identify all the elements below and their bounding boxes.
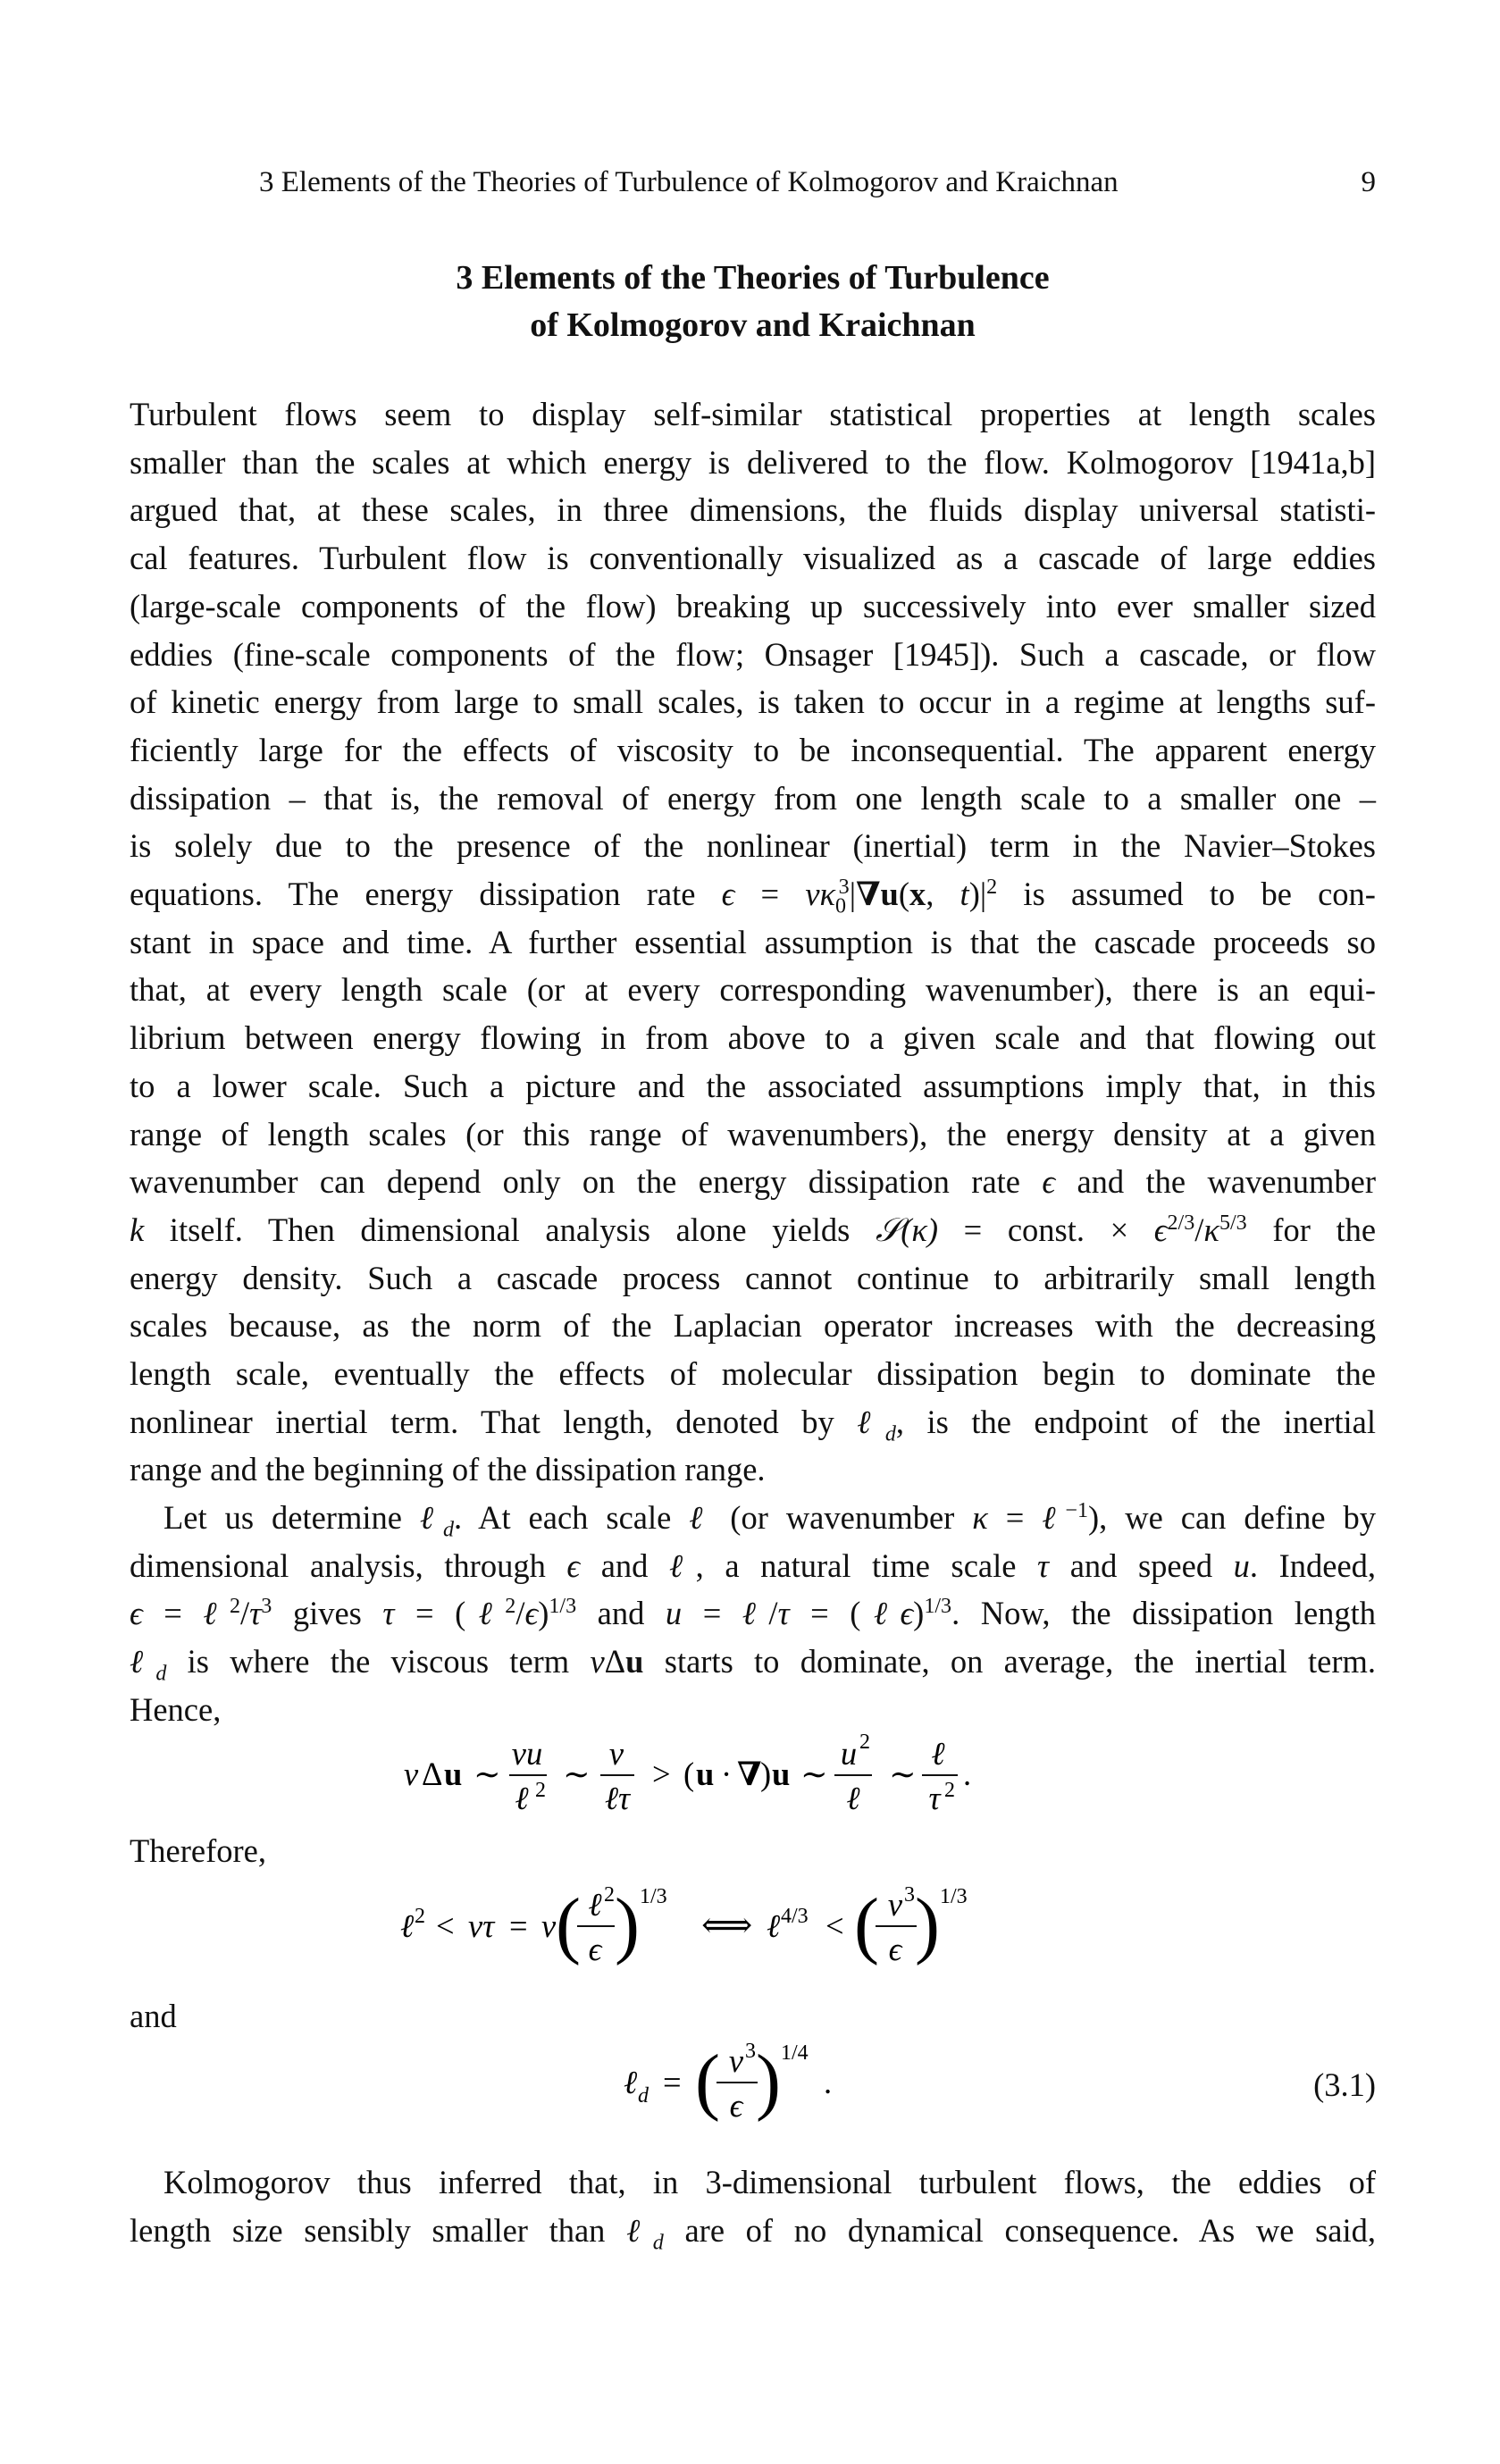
paragraph-3 — [130, 2158, 1376, 2254]
p2-line — [130, 1638, 1376, 1686]
svg-text:2: 2 — [604, 1883, 615, 1907]
svg-text:u: u — [840, 1735, 858, 1772]
svg-text:): ) — [756, 2040, 781, 2123]
svg-text:=: = — [663, 2064, 682, 2100]
svg-text:ν: ν — [404, 1756, 419, 1792]
p2-text: starts to dominate, on average, the inertial term. — [664, 1643, 1377, 1680]
svg-text:2: 2 — [944, 1779, 955, 1802]
p1-line — [130, 1158, 1376, 1206]
p1-line: dissipation – that is, the removal of energy from one length scale to a smaller one – — [130, 779, 1376, 817]
and-label: and — [130, 1998, 177, 2034]
svg-text:τ: τ — [928, 1780, 941, 1816]
p2-text: and — [600, 1546, 649, 1584]
epsilon-def-formula: $\epsilon = \ell^2/\tau^3$ — [130, 1595, 272, 1632]
ld-symbol: ℓ$_d$ — [857, 1403, 896, 1446]
svg-text:∼: ∼ — [473, 1756, 501, 1792]
p1-line: stant in space and time. A further essential assumption is that the cascade proceeds so — [130, 923, 1376, 960]
svg-text:u: u — [696, 1756, 715, 1792]
svg-text:ντ: ντ — [468, 1907, 495, 1944]
p1-line: to a lower scale. Such a picture and the associated assumptions imply that, in this — [130, 1067, 1376, 1104]
svg-text:ϵ: ϵ — [588, 1931, 602, 1967]
epsilon-symbol: ϵ — [1042, 1163, 1056, 1201]
u-symbol: u — [1233, 1546, 1250, 1584]
section-title-line2: of Kolmogorov and Kraichnan — [530, 306, 976, 344]
p1-line: length scale, eventually the effects of molecular dissipation begin to dominate the — [130, 1355, 1376, 1393]
svg-text:∼: ∼ — [563, 1756, 591, 1792]
equation-scaling — [402, 1729, 1117, 1818]
svg-text:∼: ∼ — [800, 1756, 828, 1792]
svg-text:ℓ: ℓ — [624, 2064, 638, 2100]
p1-line: Turbulent flows seem to display self-similar statistical properties at length scales — [130, 396, 1376, 432]
therefore-label: Therefore, — [130, 1832, 266, 1869]
p1-line: range of length scales (or this range of wavenumbers), the energy density at a given — [130, 1115, 1376, 1152]
p3-line — [130, 2207, 1376, 2255]
p1-text: itself. Then dimensional analysis alone yields — [169, 1211, 851, 1248]
svg-text:.: . — [963, 1756, 972, 1792]
svg-text:ν: ν — [608, 1735, 624, 1772]
p1-line: energy density. Such a cascade process cannot continue to arbitrarily small length — [130, 1259, 1376, 1296]
svg-text:1/4: 1/4 — [781, 2041, 809, 2065]
section-title-line1: 3 Elements of the Theories of Turbulence — [456, 259, 1050, 297]
svg-text:3: 3 — [904, 1883, 915, 1907]
p2-text: and speed — [1069, 1546, 1213, 1584]
svg-text:ℓτ: ℓτ — [604, 1780, 631, 1816]
ld-symbol: ℓ$_d$ — [419, 1499, 455, 1542]
svg-text:⟺: ⟺ — [701, 1905, 753, 1945]
svg-text:2: 2 — [415, 1905, 425, 1928]
svg-text:ℓ: ℓ — [515, 1780, 529, 1816]
svg-text:u: u — [444, 1756, 463, 1792]
section-title — [130, 255, 1376, 349]
running-head — [259, 163, 1376, 202]
svg-text:3: 3 — [745, 2040, 756, 2063]
svg-text:ϵ: ϵ — [729, 2087, 743, 2124]
ld-symbol: ℓ$_d$ — [626, 2211, 664, 2254]
svg-text:): ) — [915, 1883, 940, 1966]
p2-text: . At each scale — [454, 1499, 672, 1536]
p1-text: wavenumber can depend only on the energy dissipation rate — [130, 1163, 1020, 1201]
p2-text: (or wavenumber — [730, 1499, 955, 1536]
svg-text:2: 2 — [535, 1779, 546, 1802]
epsilon-symbol: ϵ — [566, 1546, 581, 1584]
p1-text: for the — [1272, 1211, 1377, 1248]
p1-line: scales because, as the norm of the Laplacian operator increases with the decreasing — [130, 1307, 1376, 1345]
svg-text:ν: ν — [541, 1907, 557, 1944]
p1-line: librium between energy flowing in from above to a given scale and that flowing out — [130, 1019, 1376, 1057]
energy-spectrum-formula: 𝒮(κ) = const. × $\epsilon^{2/3}/\kappa^{5/3}$ — [875, 1211, 1247, 1248]
page-number: 9 — [1361, 166, 1376, 198]
svg-text:(: ( — [854, 1883, 879, 1966]
p1-text: equations. The energy dissipation rate — [130, 876, 696, 913]
svg-text:ν: ν — [887, 1886, 903, 1923]
p1-text: is assumed to be con- — [1023, 876, 1376, 913]
p1-line: eddies (fine-scale components of the flow; Onsager [1945]). Such a cascade, or flow — [130, 635, 1376, 673]
equation-dissipation-length — [616, 2024, 938, 2140]
p2-text: Let us determine — [163, 1499, 402, 1536]
p2-text: is where the viscous term — [187, 1643, 570, 1680]
p2-text: ), we can define by — [1088, 1499, 1377, 1536]
p1-line: ficiently large for the effects of viscosity to be inconsequential. The apparent energy — [130, 731, 1376, 768]
p1-text: nonlinear inertial term. That length, denoted by — [130, 1403, 834, 1440]
svg-text:ϵ: ϵ — [888, 1931, 902, 1967]
p1-text: and the wavenumber — [1077, 1163, 1377, 1201]
p2-line — [130, 1542, 1376, 1590]
svg-text:·: · — [721, 1756, 733, 1792]
svg-text:1/3: 1/3 — [940, 1885, 968, 1908]
p1-line: of kinetic energy from large to small scales, is taken to occur in a regime at lengths suf- — [130, 683, 1376, 721]
svg-text:νu: νu — [511, 1735, 543, 1772]
p1-line: argued that, at these scales, in three dimensions, the fluids display universal statisti- — [130, 491, 1376, 529]
p2-text: . Indeed, — [1249, 1546, 1377, 1584]
l-symbol: ℓ — [669, 1546, 696, 1584]
p2-text: , a natural time scale — [695, 1546, 1017, 1584]
svg-text:<: < — [825, 1907, 844, 1944]
paragraph-1 — [130, 390, 1376, 1494]
p1-line — [130, 1398, 1376, 1446]
l-symbol: ℓ — [689, 1499, 713, 1536]
equation-inequality — [393, 1867, 1126, 1983]
p3-text: length size sensibly smaller than — [130, 2211, 606, 2249]
svg-text:∼: ∼ — [889, 1756, 917, 1792]
p2-line: Hence, — [130, 1690, 222, 1728]
p1-line: is solely due to the presence of the nonlinear (inertial) term in the Navier–Stokes — [130, 827, 1376, 865]
svg-text:>: > — [652, 1756, 671, 1792]
ld-symbol: ℓ$_d$ — [130, 1643, 167, 1686]
svg-text:(: ( — [683, 1756, 695, 1792]
svg-text:u: u — [772, 1756, 791, 1792]
k-symbol: k — [130, 1211, 145, 1248]
p1-line: cal features. Turbulent flow is conventionally visualized as a cascade of large eddies — [130, 540, 1376, 577]
svg-text:∇: ∇ — [737, 1756, 762, 1792]
p3-line: Kolmogorov thus inferred that, in 3-dimensional turbulent flows, the eddies of — [163, 2164, 1376, 2200]
u-formula: u = ℓ/τ = (ℓϵ)$^{1/3}$ — [665, 1595, 952, 1632]
svg-text:Δ: Δ — [422, 1756, 443, 1792]
svg-text:(: ( — [695, 2040, 720, 2123]
p1-line: range and the beginning of the dissipation range. — [130, 1451, 766, 1488]
p1-line: (large-scale components of the flow) breaking up successively into ever smaller sized — [130, 587, 1376, 624]
p3-text: are of no dynamical consequence. As we said, — [684, 2211, 1377, 2249]
svg-text:=: = — [509, 1907, 528, 1944]
svg-text:(: ( — [556, 1883, 581, 1966]
svg-text:d: d — [638, 2084, 649, 2108]
p1-text: , is the endpoint of the inertial — [895, 1403, 1376, 1440]
svg-text:ℓ: ℓ — [588, 1886, 602, 1923]
p2-text: and — [597, 1595, 645, 1632]
tau-formula: τ = (ℓ$^2$/ϵ)$^{1/3}$ — [382, 1595, 577, 1632]
p2-line — [130, 1589, 1376, 1638]
svg-text:4/3: 4/3 — [781, 1905, 809, 1928]
paragraph-2 — [130, 1494, 1376, 1734]
svg-text:ν: ν — [728, 2042, 744, 2079]
p1-line — [130, 1206, 1376, 1254]
svg-text:2: 2 — [859, 1731, 870, 1754]
p2-line — [130, 1494, 1376, 1542]
tau-symbol: τ — [1037, 1546, 1050, 1584]
p2-text: gives — [292, 1595, 362, 1632]
svg-text:ℓ: ℓ — [400, 1907, 415, 1944]
p1-line: that, at every length scale (or at every corresponding wavenumber), there is an equi- — [130, 971, 1376, 1009]
running-title: 3 Elements of the Theories of Turbulence of Kolmogorov and Kraichnan — [259, 166, 1119, 198]
svg-text:): ) — [760, 1756, 772, 1792]
equation-number: (3.1) — [1313, 2066, 1376, 2103]
svg-text:ℓ: ℓ — [767, 1907, 781, 1944]
svg-text:<: < — [436, 1907, 455, 1944]
svg-text:): ) — [615, 1883, 640, 1966]
svg-text:1/3: 1/3 — [640, 1885, 667, 1908]
p2-text: dimensional analysis, through — [130, 1546, 546, 1584]
svg-text:ℓ: ℓ — [931, 1735, 945, 1772]
dissipation-rate-formula: $\epsilon = \nu\kappa_0^3|\nabla u(x$, $t)|^2$ — [721, 875, 998, 918]
p1-line — [130, 870, 1376, 918]
p1-line: smaller than the scales at which energy is delivered to the flow. Kolmogorov [1941a,b] — [130, 443, 1376, 481]
viscous-term: νΔu — [590, 1643, 644, 1680]
svg-text:.: . — [824, 2064, 833, 2100]
wavenumber-formula: κ = ℓ$^{-1}$ — [972, 1498, 1088, 1536]
p2-text: . Now, the dissipation length — [951, 1595, 1377, 1632]
svg-text:ℓ: ℓ — [846, 1780, 860, 1816]
